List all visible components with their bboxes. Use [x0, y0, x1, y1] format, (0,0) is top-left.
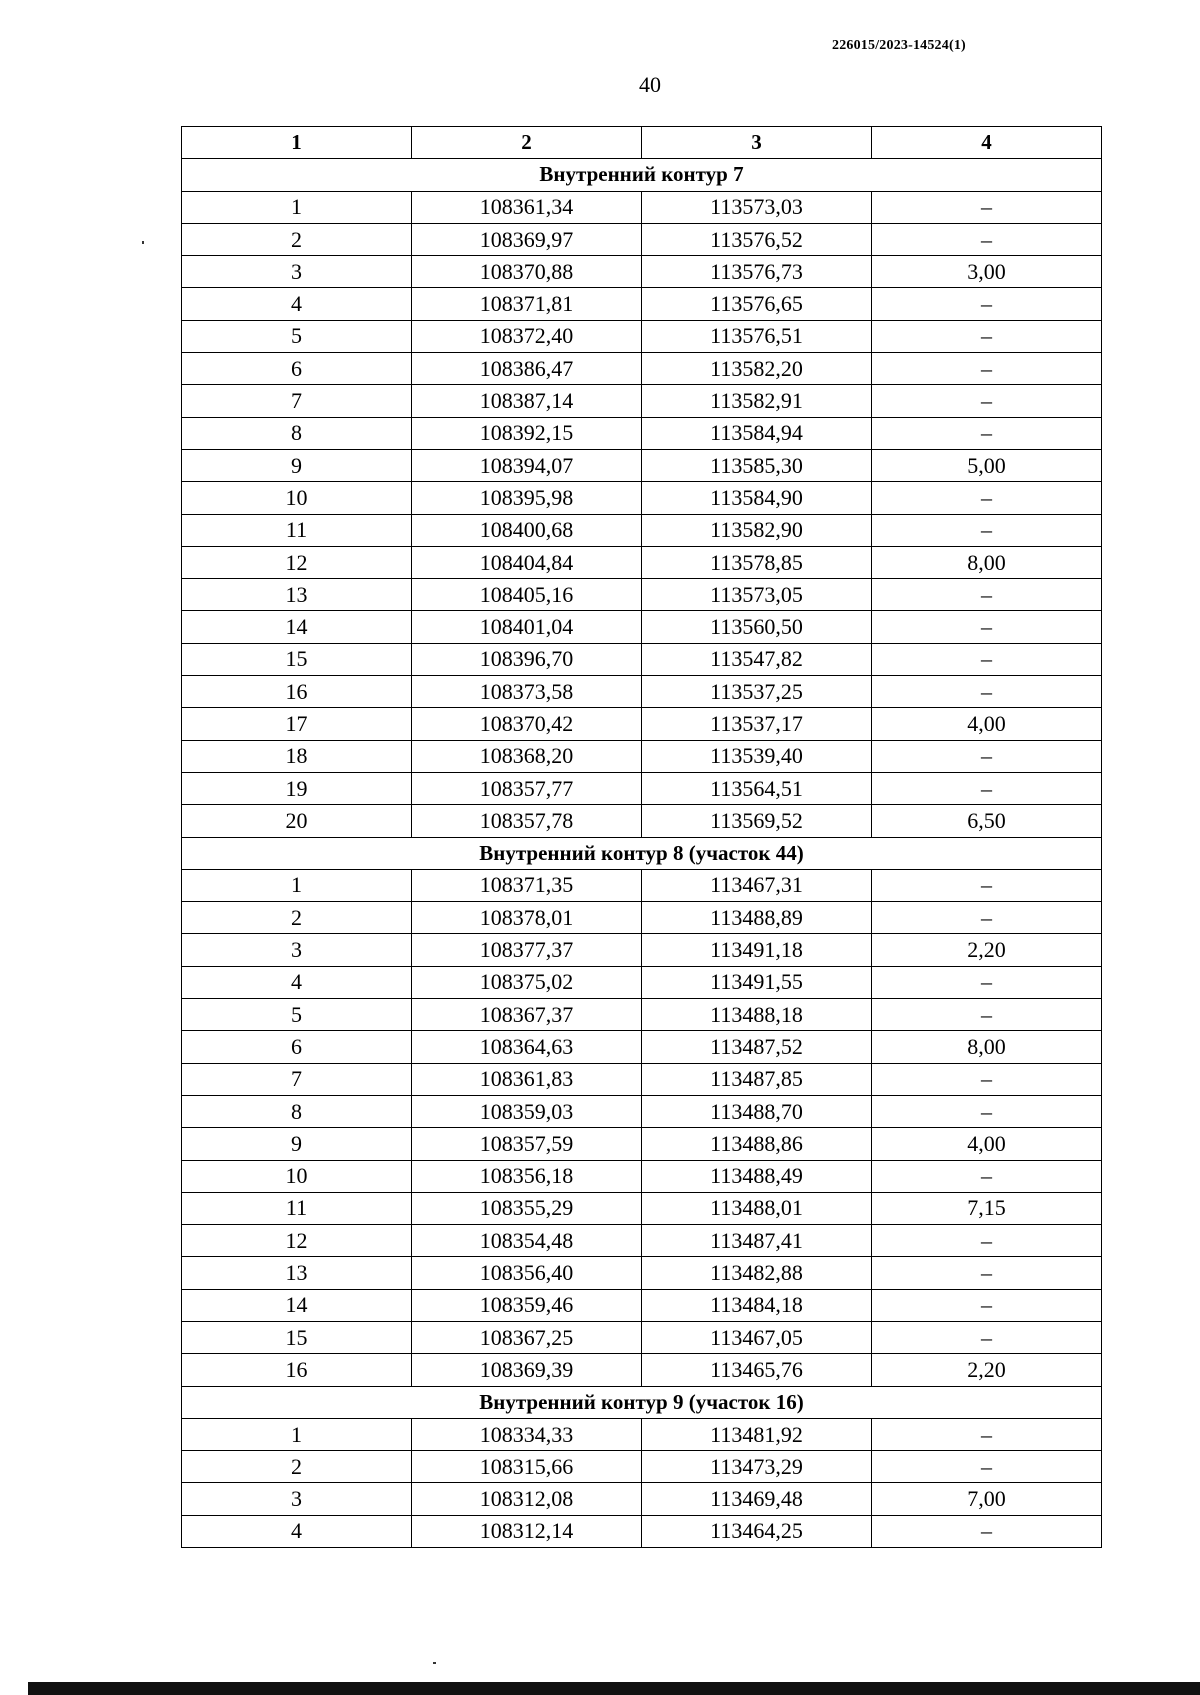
table-row — [182, 772, 1102, 804]
point-number-cell: 13 — [182, 579, 412, 611]
coordinate-y-cell: 113491,18 — [642, 934, 872, 966]
coordinate-y-cell: 113484,18 — [642, 1289, 872, 1321]
point-number-cell: 14 — [182, 611, 412, 643]
coordinate-y-cell: 113582,90 — [642, 514, 872, 546]
coordinate-x-cell: 108312,14 — [412, 1515, 642, 1547]
value-cell: 4,00 — [872, 1128, 1102, 1160]
coordinate-y-cell: 113467,05 — [642, 1321, 872, 1353]
point-number-cell: 15 — [182, 1321, 412, 1353]
coordinate-x-cell: 108357,59 — [412, 1128, 642, 1160]
section-header-row — [182, 1386, 1102, 1418]
point-number-cell: 15 — [182, 643, 412, 675]
table-row — [182, 1225, 1102, 1257]
point-number-cell: 2 — [182, 223, 412, 255]
table-row — [182, 482, 1102, 514]
table-row — [182, 902, 1102, 934]
coordinate-x-cell: 108404,84 — [412, 546, 642, 578]
table-row — [182, 1515, 1102, 1547]
point-number-cell: 16 — [182, 676, 412, 708]
coordinate-x-cell: 108371,35 — [412, 869, 642, 901]
point-number-cell: 1 — [182, 1418, 412, 1450]
coordinate-x-cell: 108354,48 — [412, 1225, 642, 1257]
coordinate-x-cell: 108387,14 — [412, 385, 642, 417]
value-cell: – — [872, 869, 1102, 901]
value-cell: – — [872, 1160, 1102, 1192]
point-number-cell: 1 — [182, 869, 412, 901]
table-row — [182, 869, 1102, 901]
value-cell: – — [872, 1225, 1102, 1257]
value-cell: – — [872, 191, 1102, 223]
value-cell: 4,00 — [872, 708, 1102, 740]
coordinate-y-cell: 113584,90 — [642, 482, 872, 514]
table-row — [182, 546, 1102, 578]
value-cell: 2,20 — [872, 934, 1102, 966]
value-cell: – — [872, 579, 1102, 611]
value-cell: – — [872, 1321, 1102, 1353]
table-row — [182, 1160, 1102, 1192]
value-cell: – — [872, 1289, 1102, 1321]
point-number-cell: 13 — [182, 1257, 412, 1289]
section-header-row — [182, 159, 1102, 191]
coordinate-y-cell: 113573,05 — [642, 579, 872, 611]
coordinate-x-cell: 108356,40 — [412, 1257, 642, 1289]
coordinate-y-cell: 113584,94 — [642, 417, 872, 449]
section-title: Внутренний контур 7 — [182, 159, 1102, 191]
column-header-1: 1 — [182, 127, 412, 159]
coordinate-x-cell: 108355,29 — [412, 1192, 642, 1224]
coordinate-y-cell: 113576,65 — [642, 288, 872, 320]
value-cell: – — [872, 514, 1102, 546]
point-number-cell: 6 — [182, 353, 412, 385]
coordinate-y-cell: 113537,25 — [642, 676, 872, 708]
coordinate-x-cell: 108392,15 — [412, 417, 642, 449]
value-cell: – — [872, 385, 1102, 417]
table-row — [182, 1063, 1102, 1095]
point-number-cell: 6 — [182, 1031, 412, 1063]
value-cell: – — [872, 1063, 1102, 1095]
coordinate-y-cell: 113488,89 — [642, 902, 872, 934]
table-row — [182, 805, 1102, 837]
table-row — [182, 1354, 1102, 1386]
point-number-cell: 9 — [182, 1128, 412, 1160]
table-row — [182, 1257, 1102, 1289]
coordinate-x-cell: 108372,40 — [412, 320, 642, 352]
point-number-cell: 7 — [182, 1063, 412, 1095]
table-row — [182, 579, 1102, 611]
page-number: 40 — [639, 72, 661, 97]
column-header-3: 3 — [642, 127, 872, 159]
point-number-cell: 16 — [182, 1354, 412, 1386]
point-number-cell: 5 — [182, 320, 412, 352]
point-number-cell: 11 — [182, 1192, 412, 1224]
value-cell: – — [872, 643, 1102, 675]
value-cell: – — [872, 966, 1102, 998]
point-number-cell: 17 — [182, 708, 412, 740]
value-cell: 5,00 — [872, 449, 1102, 481]
point-number-cell: 4 — [182, 288, 412, 320]
coordinate-x-cell: 108368,20 — [412, 740, 642, 772]
coordinate-y-cell: 113482,88 — [642, 1257, 872, 1289]
point-number-cell: 14 — [182, 1289, 412, 1321]
value-cell: – — [872, 223, 1102, 255]
value-cell: – — [872, 676, 1102, 708]
coordinate-x-cell: 108367,37 — [412, 999, 642, 1031]
coordinate-y-cell: 113576,73 — [642, 256, 872, 288]
coordinate-y-cell: 113488,70 — [642, 1095, 872, 1127]
coordinate-y-cell: 113465,76 — [642, 1354, 872, 1386]
coordinate-x-cell: 108361,34 — [412, 191, 642, 223]
coordinate-y-cell: 113582,91 — [642, 385, 872, 417]
coordinate-y-cell: 113585,30 — [642, 449, 872, 481]
point-number-cell: 8 — [182, 417, 412, 449]
coordinate-y-cell: 113539,40 — [642, 740, 872, 772]
table-row — [182, 223, 1102, 255]
scan-speck — [142, 241, 144, 244]
coordinate-y-cell: 113464,25 — [642, 1515, 872, 1547]
coordinate-x-cell: 108359,03 — [412, 1095, 642, 1127]
table-row — [182, 1192, 1102, 1224]
scan-speck — [433, 1662, 436, 1664]
point-number-cell: 5 — [182, 999, 412, 1031]
coordinate-y-cell: 113560,50 — [642, 611, 872, 643]
table-row — [182, 1128, 1102, 1160]
coordinate-x-cell: 108373,58 — [412, 676, 642, 708]
point-number-cell: 18 — [182, 740, 412, 772]
coordinate-y-cell: 113488,01 — [642, 1192, 872, 1224]
table-row — [182, 643, 1102, 675]
section-header-row — [182, 837, 1102, 869]
value-cell: – — [872, 288, 1102, 320]
coordinate-x-cell: 108364,63 — [412, 1031, 642, 1063]
coordinate-y-cell: 113547,82 — [642, 643, 872, 675]
coordinate-x-cell: 108401,04 — [412, 611, 642, 643]
point-number-cell: 3 — [182, 1483, 412, 1515]
document-registration-number: 226015/2023-14524(1) — [832, 38, 966, 53]
coordinate-y-cell: 113488,49 — [642, 1160, 872, 1192]
point-number-cell: 10 — [182, 482, 412, 514]
coordinate-y-cell: 113473,29 — [642, 1451, 872, 1483]
table-row — [182, 740, 1102, 772]
point-number-cell: 11 — [182, 514, 412, 546]
coordinate-x-cell: 108315,66 — [412, 1451, 642, 1483]
coordinate-x-cell: 108370,42 — [412, 708, 642, 740]
table-row — [182, 1321, 1102, 1353]
value-cell: – — [872, 1451, 1102, 1483]
table-row — [182, 449, 1102, 481]
column-header-2: 2 — [412, 127, 642, 159]
section-title: Внутренний контур 9 (участок 16) — [182, 1386, 1102, 1418]
coordinates-table — [181, 126, 1102, 1548]
table-row — [182, 676, 1102, 708]
value-cell: – — [872, 482, 1102, 514]
point-number-cell: 9 — [182, 449, 412, 481]
point-number-cell: 20 — [182, 805, 412, 837]
coordinate-x-cell: 108405,16 — [412, 579, 642, 611]
point-number-cell: 1 — [182, 191, 412, 223]
point-number-cell: 2 — [182, 1451, 412, 1483]
value-cell: 8,00 — [872, 1031, 1102, 1063]
coordinate-x-cell: 108369,39 — [412, 1354, 642, 1386]
table-row — [182, 191, 1102, 223]
value-cell: – — [872, 417, 1102, 449]
coordinate-y-cell: 113488,18 — [642, 999, 872, 1031]
point-number-cell: 2 — [182, 902, 412, 934]
value-cell: – — [872, 740, 1102, 772]
table-row — [182, 934, 1102, 966]
section-title: Внутренний контур 8 (участок 44) — [182, 837, 1102, 869]
column-header-4: 4 — [872, 127, 1102, 159]
table-row — [182, 1451, 1102, 1483]
value-cell: – — [872, 320, 1102, 352]
value-cell: – — [872, 1095, 1102, 1127]
table-row — [182, 708, 1102, 740]
coordinate-y-cell: 113481,92 — [642, 1418, 872, 1450]
coordinate-y-cell: 113487,52 — [642, 1031, 872, 1063]
table-row — [182, 611, 1102, 643]
coordinate-y-cell: 113578,85 — [642, 546, 872, 578]
coordinate-x-cell: 108370,88 — [412, 256, 642, 288]
value-cell: – — [872, 1257, 1102, 1289]
coordinate-x-cell: 108334,33 — [412, 1418, 642, 1450]
coordinate-x-cell: 108359,46 — [412, 1289, 642, 1321]
table-row — [182, 353, 1102, 385]
coordinate-y-cell: 113576,52 — [642, 223, 872, 255]
coordinate-y-cell: 113537,17 — [642, 708, 872, 740]
coordinate-y-cell: 113569,52 — [642, 805, 872, 837]
coordinate-y-cell: 113582,20 — [642, 353, 872, 385]
coordinate-x-cell: 108400,68 — [412, 514, 642, 546]
coordinate-x-cell: 108375,02 — [412, 966, 642, 998]
coordinate-x-cell: 108394,07 — [412, 449, 642, 481]
point-number-cell: 4 — [182, 966, 412, 998]
coordinate-x-cell: 108357,77 — [412, 772, 642, 804]
coordinate-x-cell: 108369,97 — [412, 223, 642, 255]
value-cell: – — [872, 902, 1102, 934]
table-row — [182, 1418, 1102, 1450]
value-cell: – — [872, 1418, 1102, 1450]
coordinate-x-cell: 108357,78 — [412, 805, 642, 837]
coordinate-x-cell: 108378,01 — [412, 902, 642, 934]
point-number-cell: 10 — [182, 1160, 412, 1192]
coordinate-x-cell: 108356,18 — [412, 1160, 642, 1192]
value-cell: 7,00 — [872, 1483, 1102, 1515]
value-cell: 7,15 — [872, 1192, 1102, 1224]
value-cell: – — [872, 999, 1102, 1031]
table-body — [182, 159, 1102, 1548]
coordinate-y-cell: 113576,51 — [642, 320, 872, 352]
table-row — [182, 256, 1102, 288]
table-row — [182, 966, 1102, 998]
coordinate-y-cell: 113469,48 — [642, 1483, 872, 1515]
coordinate-x-cell: 108371,81 — [412, 288, 642, 320]
coordinate-y-cell: 113564,51 — [642, 772, 872, 804]
point-number-cell: 3 — [182, 934, 412, 966]
point-number-cell: 19 — [182, 772, 412, 804]
value-cell: – — [872, 1515, 1102, 1547]
point-number-cell: 8 — [182, 1095, 412, 1127]
table-row — [182, 288, 1102, 320]
coordinate-y-cell: 113488,86 — [642, 1128, 872, 1160]
coordinate-y-cell: 113487,41 — [642, 1225, 872, 1257]
point-number-cell: 12 — [182, 1225, 412, 1257]
value-cell: 3,00 — [872, 256, 1102, 288]
coordinate-x-cell: 108312,08 — [412, 1483, 642, 1515]
value-cell: – — [872, 353, 1102, 385]
coordinate-x-cell: 108396,70 — [412, 643, 642, 675]
point-number-cell: 3 — [182, 256, 412, 288]
coordinate-y-cell: 113573,03 — [642, 191, 872, 223]
value-cell: – — [872, 611, 1102, 643]
value-cell: 8,00 — [872, 546, 1102, 578]
table-row — [182, 999, 1102, 1031]
coordinate-x-cell: 108361,83 — [412, 1063, 642, 1095]
table-row — [182, 385, 1102, 417]
table-header-row — [182, 127, 1102, 159]
value-cell: 2,20 — [872, 1354, 1102, 1386]
point-number-cell: 4 — [182, 1515, 412, 1547]
scan-edge-bar — [28, 1682, 1200, 1695]
table-row — [182, 514, 1102, 546]
table-row — [182, 1095, 1102, 1127]
value-cell: – — [872, 772, 1102, 804]
point-number-cell: 12 — [182, 546, 412, 578]
coordinate-y-cell: 113491,55 — [642, 966, 872, 998]
coordinate-x-cell: 108386,47 — [412, 353, 642, 385]
value-cell: 6,50 — [872, 805, 1102, 837]
table-row — [182, 417, 1102, 449]
table-row — [182, 320, 1102, 352]
table-row — [182, 1289, 1102, 1321]
point-number-cell: 7 — [182, 385, 412, 417]
coordinate-y-cell: 113467,31 — [642, 869, 872, 901]
coordinate-x-cell: 108367,25 — [412, 1321, 642, 1353]
table-row — [182, 1031, 1102, 1063]
coordinate-x-cell: 108377,37 — [412, 934, 642, 966]
coordinate-x-cell: 108395,98 — [412, 482, 642, 514]
table-row — [182, 1483, 1102, 1515]
coordinate-y-cell: 113487,85 — [642, 1063, 872, 1095]
